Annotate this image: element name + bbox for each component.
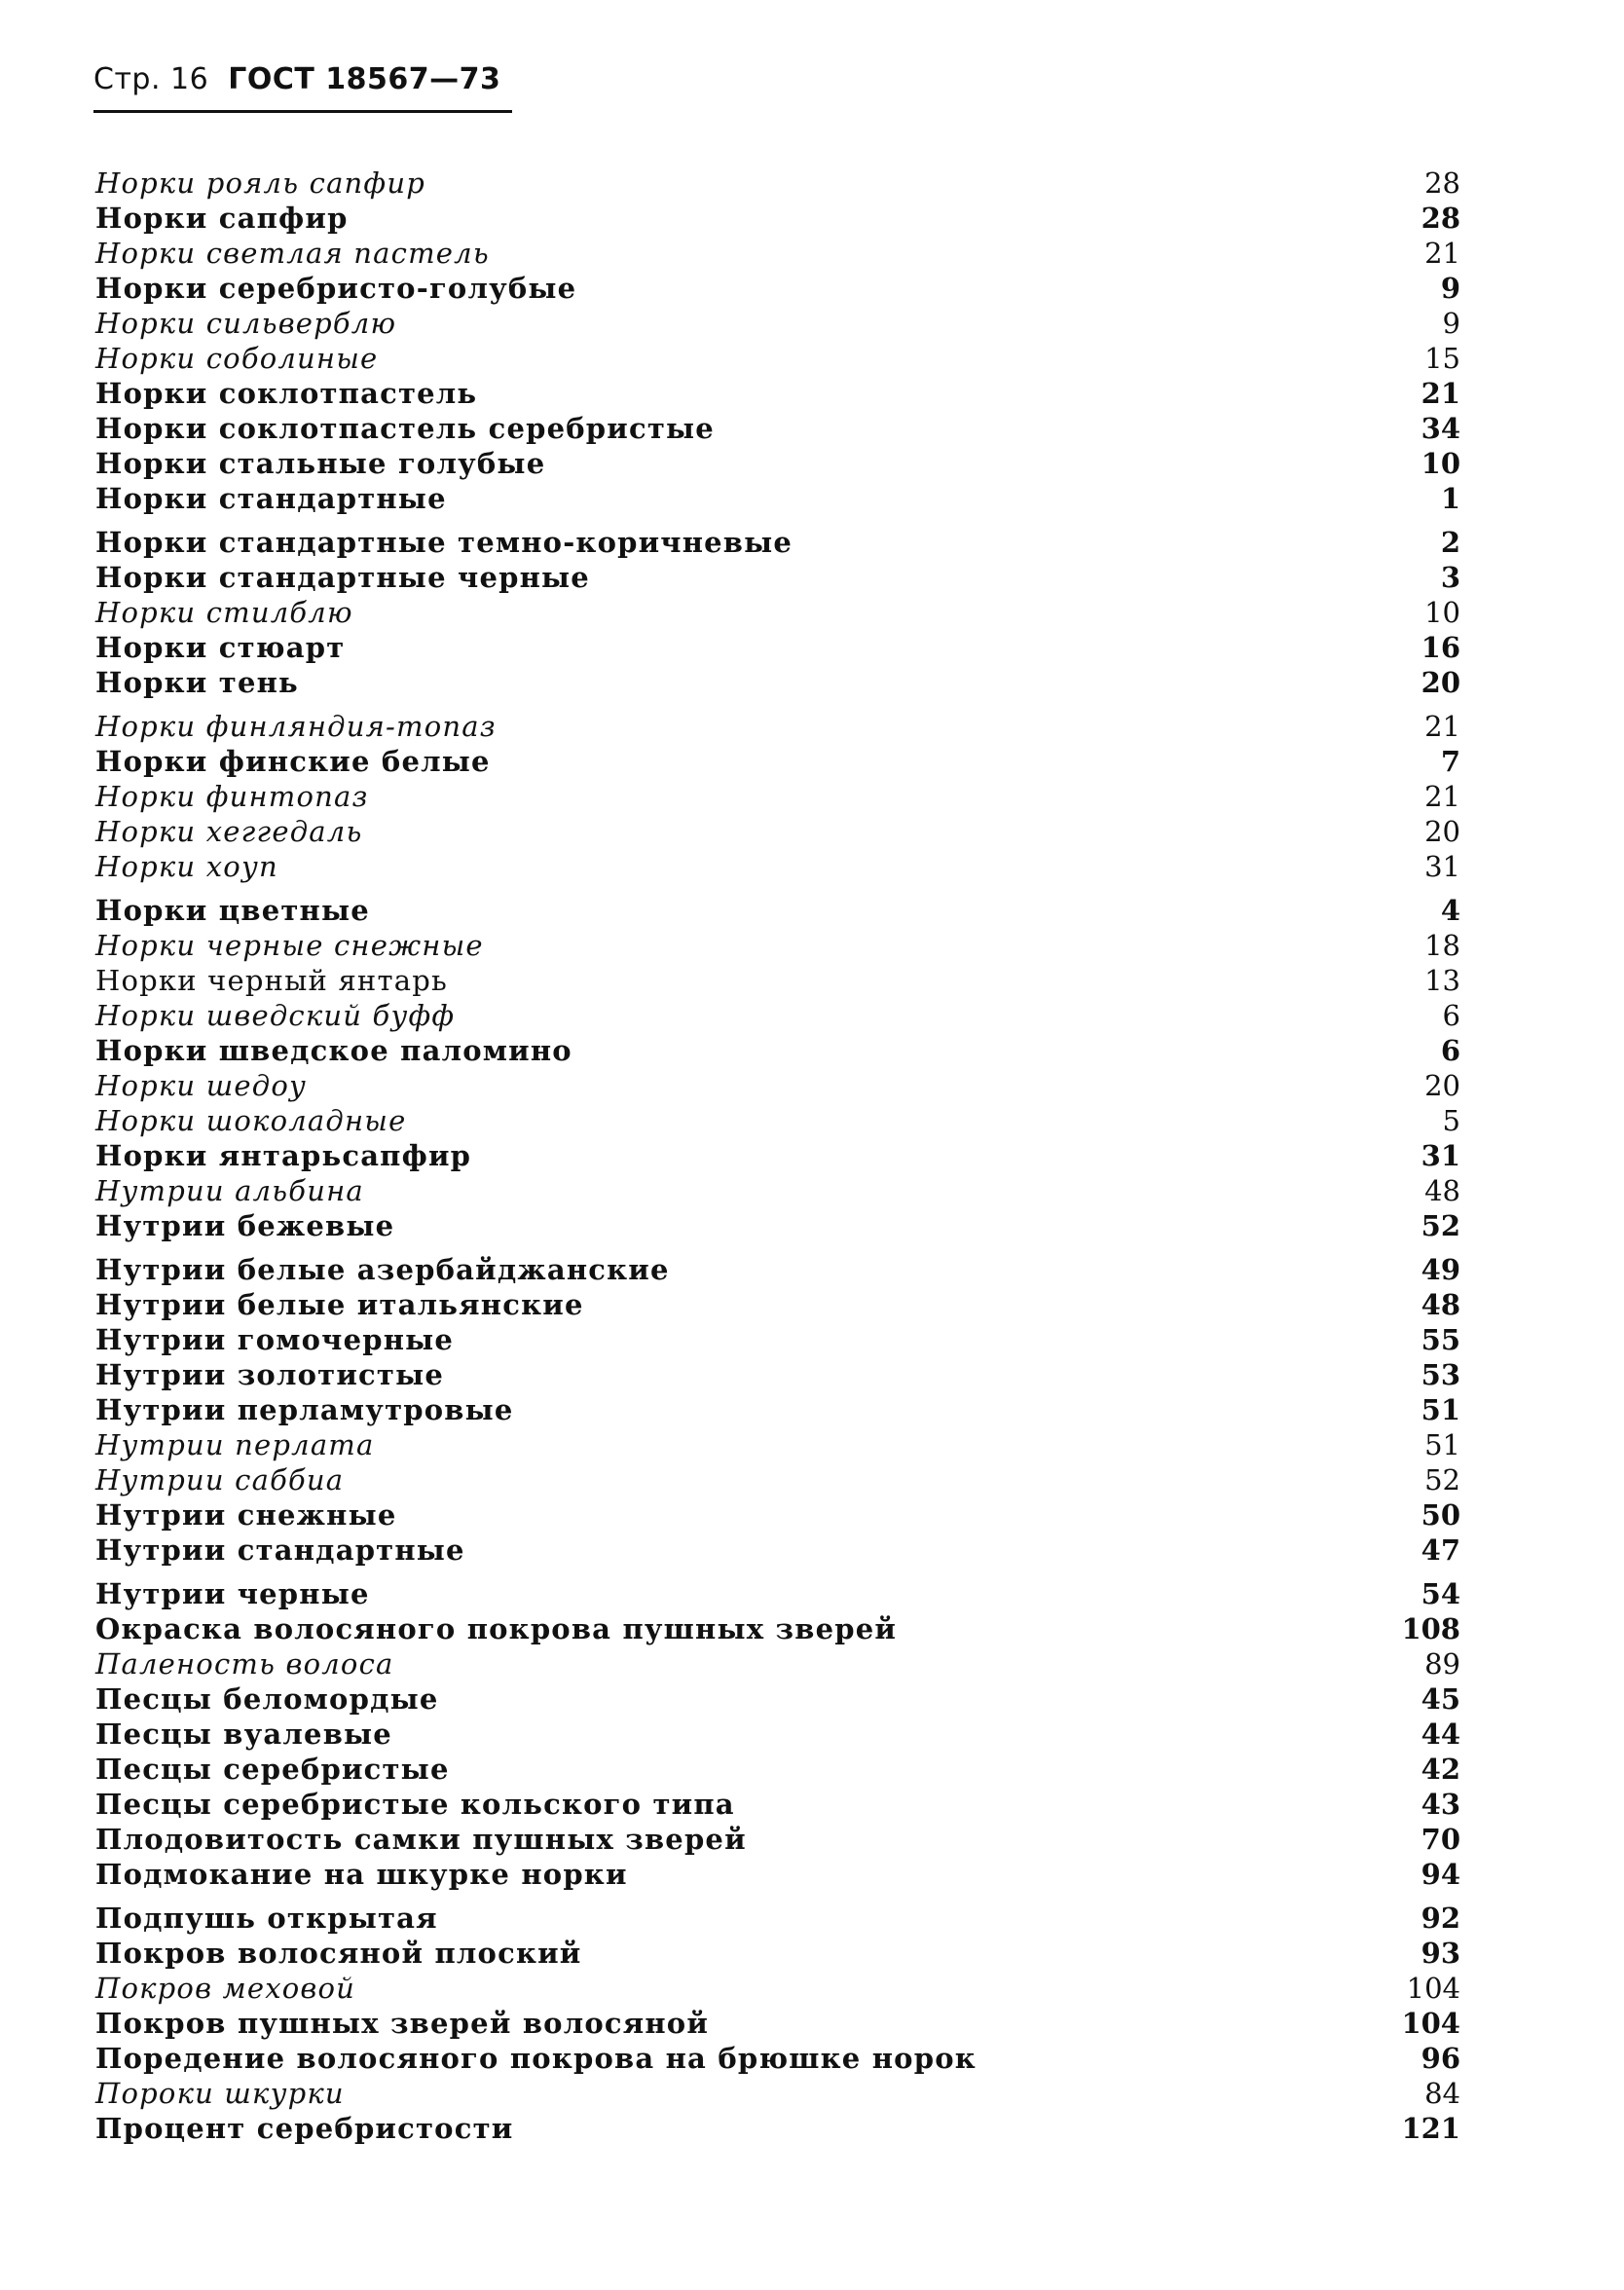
index-term: Подмокание на шкурке норки xyxy=(95,1858,628,1891)
index-page-number: 51 xyxy=(1421,1393,1460,1426)
index-page-number: 21 xyxy=(1424,780,1460,813)
index-entry xyxy=(95,341,1460,376)
index-term: Песцы беломордые xyxy=(95,1682,439,1716)
index-entry xyxy=(95,1901,1460,1936)
index-page-number: 94 xyxy=(1421,1858,1460,1891)
index-entry xyxy=(95,481,1460,516)
index-term: Поредение волосяного покрова на брюшке норок xyxy=(95,2042,977,2075)
index-term: Норки шедоу xyxy=(95,1069,308,1102)
index-term: Нутрии снежные xyxy=(95,1498,397,1532)
index-term: Нутрии перламутровые xyxy=(95,1393,514,1426)
index-page-number: 15 xyxy=(1424,342,1460,375)
index-page-number: 1 xyxy=(1440,482,1460,515)
index-page-number: 50 xyxy=(1421,1498,1460,1532)
index-term: Плодовитость самки пушных зверей xyxy=(95,1823,747,1856)
index-page-number: 92 xyxy=(1421,1902,1460,1935)
index-term: Норки стандартные темно-коричневые xyxy=(95,526,794,559)
index-entry xyxy=(95,595,1460,630)
index-term: Нутрии бежевые xyxy=(95,1209,395,1242)
index-term: Покров волосяной плоский xyxy=(95,1937,582,1970)
index-term: Нутрии белые азербайджанские xyxy=(95,1253,670,1286)
index-term: Норки стилблю xyxy=(95,596,353,629)
index-page-number: 20 xyxy=(1421,666,1460,699)
index-term: Норки хеггедаль xyxy=(95,815,363,848)
index-term: Норки сапфир xyxy=(95,202,349,235)
index-page-number: 7 xyxy=(1440,745,1460,778)
index-entry xyxy=(95,1681,1460,1717)
page-number-label: Стр. 16 xyxy=(93,62,209,96)
index-term: Норки соклотпастель xyxy=(95,377,478,410)
index-entry xyxy=(95,779,1460,814)
index-entry xyxy=(95,1138,1460,1173)
index-entry xyxy=(95,928,1460,963)
index-term: Норки сильверблю xyxy=(95,307,397,340)
index-term: Норки финтопаз xyxy=(95,780,369,813)
index-term: Нутрии стандартные xyxy=(95,1533,465,1567)
index-entry xyxy=(95,849,1460,884)
index-page-number: 54 xyxy=(1421,1577,1460,1610)
index-entry xyxy=(95,744,1460,779)
index-entry xyxy=(95,1857,1460,1892)
index-term: Нутрии золотистые xyxy=(95,1358,444,1391)
index-term: Норки стандартные xyxy=(95,482,447,515)
index-entry xyxy=(95,2076,1460,2111)
index-page-number: 42 xyxy=(1421,1753,1460,1786)
index-entry xyxy=(95,1252,1460,1287)
index-entry xyxy=(95,1497,1460,1533)
index-entry xyxy=(95,236,1460,271)
index-page-number: 104 xyxy=(1401,2007,1460,2040)
index-term: Норки шведский буфф xyxy=(95,999,456,1032)
index-page-number: 31 xyxy=(1421,1139,1460,1172)
index-entry xyxy=(95,1646,1460,1681)
index-term: Подпушь открытая xyxy=(95,1902,438,1935)
index-page-number: 96 xyxy=(1421,2042,1460,2075)
index-page-number: 93 xyxy=(1421,1937,1460,1970)
index-term: Норки светлая пастель xyxy=(95,237,490,270)
index-page-number: 121 xyxy=(1401,2112,1460,2145)
index-entry xyxy=(95,1936,1460,1971)
index-entry xyxy=(95,998,1460,1033)
index-term: Паленость волоса xyxy=(95,1647,394,1681)
index-term: Покров меховой xyxy=(95,1972,356,2005)
index-term: Норки хоуп xyxy=(95,850,278,883)
index-term: Норки янтарьсапфир xyxy=(95,1139,472,1172)
index-page-number: 6 xyxy=(1440,1034,1460,1067)
index-term: Норки серебристо-голубые xyxy=(95,272,577,305)
index-term: Нутрии альбина xyxy=(95,1174,364,1207)
index-page-number: 9 xyxy=(1442,307,1460,340)
index-term: Процент серебристости xyxy=(95,2112,514,2145)
index-entry xyxy=(95,411,1460,446)
index-entry xyxy=(95,709,1460,744)
index-page-number: 45 xyxy=(1421,1682,1460,1716)
index-term: Норки соклотпастель серебристые xyxy=(95,412,715,445)
index-page-number: 9 xyxy=(1440,272,1460,305)
index-page-number: 28 xyxy=(1424,166,1460,200)
index-page-number: 2 xyxy=(1440,526,1460,559)
index-entry xyxy=(95,1787,1460,1822)
index-term: Покров пушных зверей волосяной xyxy=(95,2007,710,2040)
index-page-number: 20 xyxy=(1424,815,1460,848)
index-term: Норки цветные xyxy=(95,894,370,927)
index-entry xyxy=(95,1287,1460,1322)
index-entry xyxy=(95,1322,1460,1357)
index-term: Норки стальные голубые xyxy=(95,447,546,480)
index-page-number: 21 xyxy=(1421,377,1460,410)
index-page-number: 4 xyxy=(1440,894,1460,927)
index-entry xyxy=(95,1357,1460,1392)
index-term: Норки шведское паломино xyxy=(95,1034,572,1067)
index-page-number: 18 xyxy=(1424,929,1460,962)
index-term: Нутрии черные xyxy=(95,1577,370,1610)
index-term: Песцы серебристые кольского типа xyxy=(95,1788,735,1821)
index-entry xyxy=(95,1611,1460,1646)
index-term: Песцы серебристые xyxy=(95,1753,450,1786)
index-entry xyxy=(95,166,1460,201)
index-term: Нутрии белые итальянские xyxy=(95,1288,584,1321)
index-entry xyxy=(95,201,1460,236)
index-entry xyxy=(95,1392,1460,1427)
index-term: Норки черный янтарь xyxy=(95,964,448,997)
index-entry xyxy=(95,1462,1460,1497)
index-term: Нутрии гомочерные xyxy=(95,1323,455,1356)
index-term: Норки шоколадные xyxy=(95,1104,407,1137)
index-page-number: 48 xyxy=(1421,1288,1460,1321)
index-page-number: 13 xyxy=(1424,964,1460,997)
index-term: Норки соболиные xyxy=(95,342,379,375)
index-page-number: 21 xyxy=(1424,710,1460,743)
index-entry xyxy=(95,560,1460,595)
index-term: Норки тень xyxy=(95,666,299,699)
index-entry xyxy=(95,1576,1460,1611)
index-entry xyxy=(95,1173,1460,1208)
index-page-number: 51 xyxy=(1424,1428,1460,1461)
index-entry xyxy=(95,1822,1460,1857)
index-entry xyxy=(95,271,1460,306)
index-page-number: 84 xyxy=(1424,2077,1460,2110)
index-page-number: 34 xyxy=(1421,412,1460,445)
index-page-number: 5 xyxy=(1442,1104,1460,1137)
index-entry xyxy=(95,446,1460,481)
index-entry xyxy=(95,1103,1460,1138)
index-entry xyxy=(95,2006,1460,2041)
index-term: Норки финляндия-топаз xyxy=(95,710,497,743)
index-entry xyxy=(95,376,1460,411)
index-term: Песцы вуалевые xyxy=(95,1718,392,1751)
standard-designation: ГОСТ 18567—73 xyxy=(228,62,501,96)
index-entry xyxy=(95,1033,1460,1068)
index-entry xyxy=(95,1427,1460,1462)
index-page-number: 43 xyxy=(1421,1788,1460,1821)
index-entry xyxy=(95,1717,1460,1752)
index-entry xyxy=(95,1533,1460,1568)
index-term: Норки стандартные черные xyxy=(95,561,590,594)
index-term: Норки стюарт xyxy=(95,631,346,664)
index-page-number: 48 xyxy=(1424,1174,1460,1207)
index-entry xyxy=(95,665,1460,700)
index-page-number: 44 xyxy=(1421,1718,1460,1751)
index-entry xyxy=(95,893,1460,928)
index-entry xyxy=(95,630,1460,665)
index-page-number: 6 xyxy=(1442,999,1460,1032)
index-term: Пороки шкурки xyxy=(95,2077,345,2110)
index-page-number: 104 xyxy=(1406,1972,1460,2005)
header-underline xyxy=(93,110,512,113)
index-entry xyxy=(95,1068,1460,1103)
index-page-number: 31 xyxy=(1424,850,1460,883)
index-page-number: 89 xyxy=(1424,1647,1460,1681)
index-page-number: 52 xyxy=(1421,1209,1460,1242)
index-entry xyxy=(95,1971,1460,2006)
index-entry xyxy=(95,1208,1460,1243)
index-page-number: 21 xyxy=(1424,237,1460,270)
index-term: Окраска волосяного покрова пушных зверей xyxy=(95,1612,898,1645)
index-entry xyxy=(95,1752,1460,1787)
index-page-number: 47 xyxy=(1421,1533,1460,1567)
index-entry xyxy=(95,525,1460,560)
index-page-number: 49 xyxy=(1421,1253,1460,1286)
index-page-number: 10 xyxy=(1421,447,1460,480)
index-page-number: 20 xyxy=(1424,1069,1460,1102)
index-page-number: 3 xyxy=(1440,561,1460,594)
index-term: Норки черные снежные xyxy=(95,929,484,962)
index-term: Норки финские белые xyxy=(95,745,491,778)
index-entry xyxy=(95,963,1460,998)
index-page-number: 10 xyxy=(1424,596,1460,629)
index-page-number: 108 xyxy=(1401,1612,1460,1645)
index-term: Нутрии перлата xyxy=(95,1428,375,1461)
index-page-number: 53 xyxy=(1421,1358,1460,1391)
index-page-number: 52 xyxy=(1424,1463,1460,1496)
index-page-number: 16 xyxy=(1421,631,1460,664)
index-entry xyxy=(95,306,1460,341)
index-page-number: 70 xyxy=(1421,1823,1460,1856)
index-term: Норки рояль сапфир xyxy=(95,166,425,200)
page-header xyxy=(93,62,500,96)
index-entry xyxy=(95,814,1460,849)
index-list xyxy=(95,166,1460,2146)
index-term: Нутрии саббиа xyxy=(95,1463,345,1496)
index-page-number: 28 xyxy=(1421,202,1460,235)
index-page-number: 55 xyxy=(1421,1323,1460,1356)
index-entry xyxy=(95,2041,1460,2076)
index-entry xyxy=(95,2111,1460,2146)
